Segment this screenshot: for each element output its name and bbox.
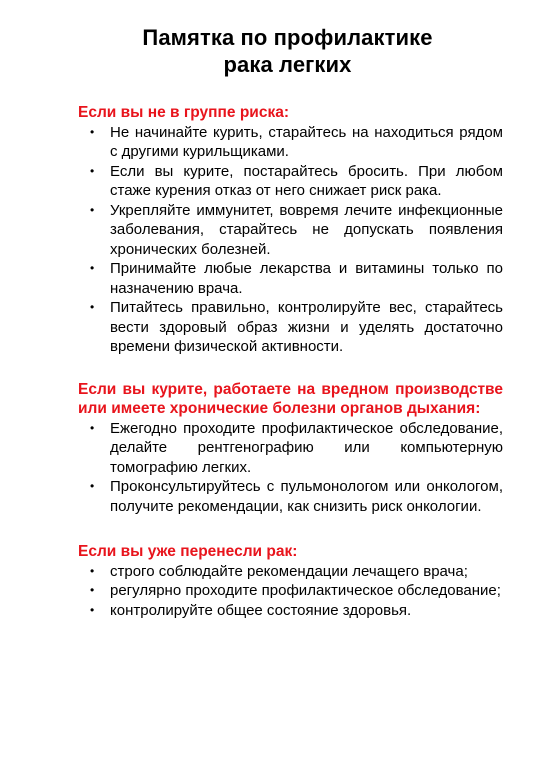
bullet-icon: • <box>90 583 95 597</box>
list-item <box>78 581 503 601</box>
bullet-icon: • <box>90 300 95 314</box>
list-item-text: Принимайте любые лекарства и витамины только по назначению врача. <box>110 260 503 297</box>
section-not-at-risk <box>78 103 503 357</box>
bullet-list <box>78 419 503 517</box>
list-item <box>78 298 503 357</box>
list-item-text: Проконсультируйтесь с пульмонологом или онкологом, получите рекомендации, как снизить риск онкологии. <box>110 478 503 515</box>
section-cancer-survivors <box>78 542 503 620</box>
list-item <box>78 601 503 621</box>
section-heading: Если вы курите, работаете на вредном производстве или имеете хронические болезни органов дыхания: <box>78 380 503 417</box>
list-item <box>78 562 503 582</box>
section-heading: Если вы не в группе риска: <box>78 104 289 121</box>
list-item <box>78 123 503 162</box>
bullet-list <box>78 562 503 621</box>
list-item <box>78 162 503 201</box>
bullet-icon: • <box>90 261 95 275</box>
list-item <box>78 419 503 478</box>
bullet-icon: • <box>90 420 95 435</box>
list-item <box>78 201 503 260</box>
page-title <box>78 24 503 78</box>
bullet-icon: • <box>90 202 95 217</box>
list-item-text: Не начинайте курить, старайтесь на находиться рядом с другими курильщиками. <box>110 123 503 160</box>
section-spacer <box>78 516 503 542</box>
section-risk-group <box>78 380 503 517</box>
list-item-text: Укрепляйте иммунитет, вовремя лечите инфекционные заболевания, старайтесь не допускать появления хронических болезней. <box>110 201 503 258</box>
list-item-text: Питайтесь правильно, контролируйте вес, старайтесь вести здоровый образ жизни и уделять достаточно времени физической активности. <box>110 299 503 355</box>
list-item-text: строго соблюдайте рекомендации лечащего врача; <box>110 562 468 580</box>
section-spacer <box>78 357 503 380</box>
section-heading: Если вы уже перенесли рак: <box>78 543 298 560</box>
list-item <box>78 477 503 516</box>
page-title-line-2: рака легких <box>223 52 352 77</box>
list-item-text: контролируйте общее состояние здоровья. <box>110 601 412 619</box>
list-item <box>78 259 503 298</box>
list-item-text: Ежегодно проходите профилактическое обследование, делайте рентгенографию или компьютерную томографию легких. <box>110 419 503 476</box>
bullet-icon: • <box>90 479 95 493</box>
list-item-text: Если вы курите, постарайтесь бросить. При любом стаже курения отказ от него снижает риск рака. <box>110 162 503 199</box>
bullet-icon: • <box>90 563 95 578</box>
bullet-list <box>78 123 503 357</box>
page-title-line-1: Памятка по профилактике <box>142 25 433 50</box>
bullet-icon: • <box>90 163 95 178</box>
bullet-icon: • <box>90 602 95 617</box>
bullet-icon: • <box>90 124 95 139</box>
list-item-text: регулярно проходите профилактическое обследование; <box>110 582 501 599</box>
